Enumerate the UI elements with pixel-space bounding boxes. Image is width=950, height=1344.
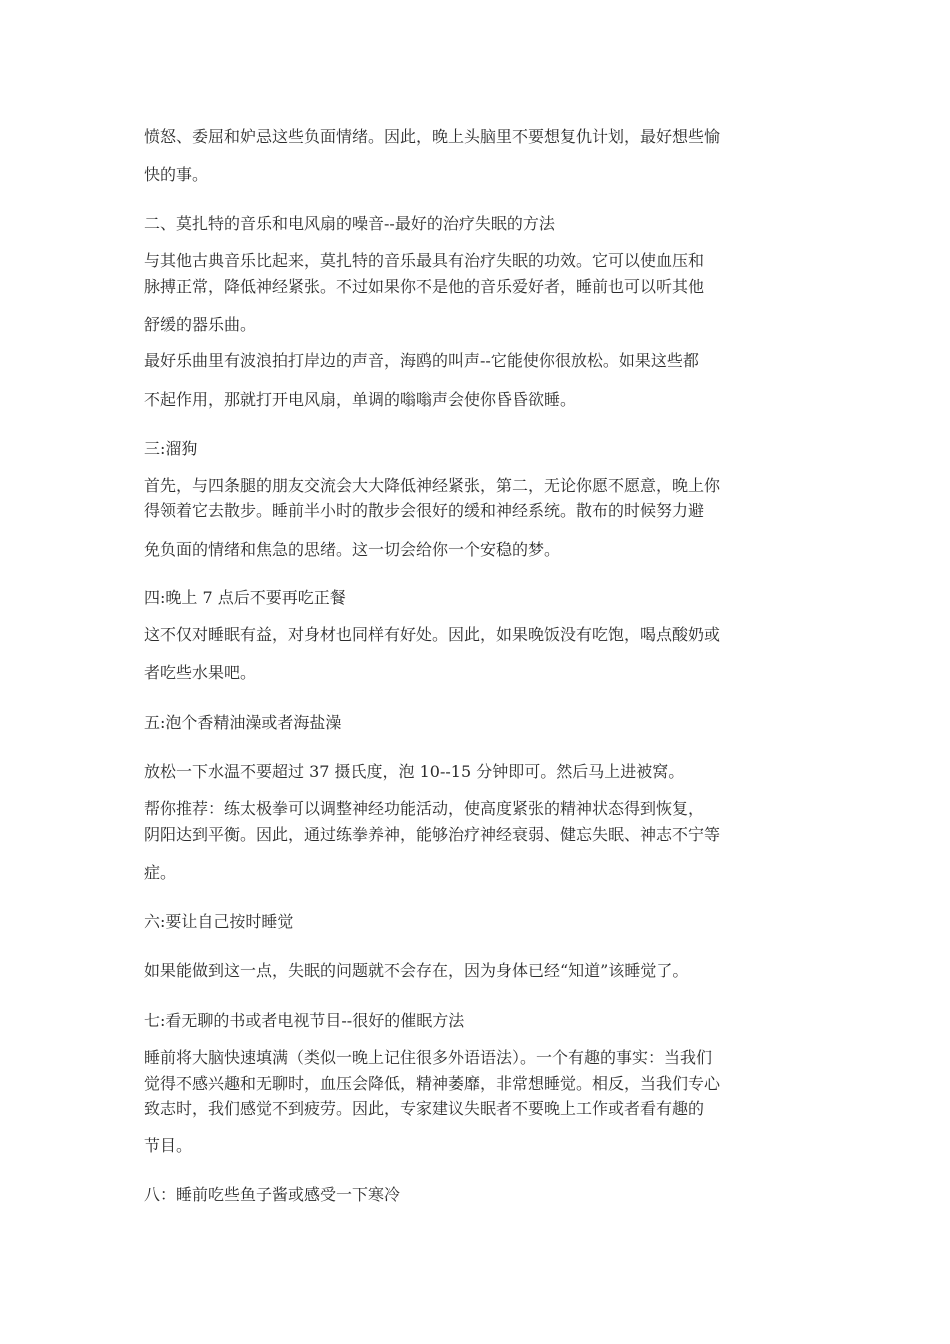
text-line: 觉得不感兴趣和无聊时，血压会降低，精神萎靡，非常想睡觉。相反，当我们专心 xyxy=(144,1074,721,1093)
text-line: 最好乐曲里有波浪拍打岸边的声音，海鸥的叫声--它能使你很放松。如果这些都 xyxy=(144,351,699,370)
text-line: 阴阳达到平衡。因此，通过练拳养神，能够治疗神经衰弱、健忘失眠、神志不宁等 xyxy=(144,825,721,844)
text-line: 快的事。 xyxy=(144,165,209,184)
text-line: 脉搏正常，降低神经紧张。不过如果你不是他的音乐爱好者，睡前也可以听其他 xyxy=(144,277,705,296)
text-line: 不起作用，那就打开电风扇，单调的嗡嗡声会使你昏昏欲睡。 xyxy=(144,390,577,409)
text-line: 睡前将大脑快速填满（类似一晚上记住很多外语语法）。一个有趣的事实：当我们 xyxy=(144,1048,713,1067)
section-heading: 二、莫扎特的音乐和电风扇的噪音--最好的治疗失眠的方法 xyxy=(144,214,555,233)
section-heading: 五:泡个香精油澡或者海盐澡 xyxy=(144,713,342,732)
section-heading: 六:要让自己按时睡觉 xyxy=(144,912,294,931)
text-line: 者吃些水果吧。 xyxy=(144,663,257,682)
text-line: 得领着它去散步。睡前半小时的散步会很好的缓和神经系统。散布的时候努力避 xyxy=(144,501,705,520)
text-line: 症。 xyxy=(144,863,177,882)
text-line: 免负面的情绪和焦急的思绪。这一切会给你一个安稳的梦。 xyxy=(144,540,561,559)
text-line: 与其他古典音乐比起来，莫扎特的音乐最具有治疗失眠的功效。它可以使血压和 xyxy=(144,251,705,270)
text-line: 节目。 xyxy=(144,1136,193,1155)
text-line: 放松一下水温不要超过 37 摄氏度，泡 10--15 分钟即可。然后马上进被窝。 xyxy=(144,762,685,781)
text-line: 如果能做到这一点，失眠的问题就不会存在，因为身体已经“知道”该睡觉了。 xyxy=(144,961,689,980)
text-line: 致志时，我们感觉不到疲劳。因此，专家建议失眠者不要晚上工作或者看有趣的 xyxy=(144,1099,705,1118)
text-line: 帮你推荐：练太极拳可以调整神经功能活动，使高度紧张的精神状态得到恢复， xyxy=(144,799,705,818)
section-heading: 三:溜狗 xyxy=(144,439,198,458)
text-line: 舒缓的器乐曲。 xyxy=(144,315,257,334)
section-heading: 八：睡前吃些鱼子酱或感受一下寒冷 xyxy=(144,1185,401,1204)
text-line: 愤怒、委屈和妒忌这些负面情绪。因此，晚上头脑里不要想复仇计划，最好想些愉 xyxy=(144,127,721,146)
section-heading: 七:看无聊的书或者电视节目--很好的催眠方法 xyxy=(144,1011,465,1030)
text-line: 首先，与四条腿的朋友交流会大大降低神经紧张，第二，无论你愿不愿意，晚上你 xyxy=(144,476,721,495)
section-heading: 四:晚上 7 点后不要再吃正餐 xyxy=(144,588,346,607)
text-line: 这不仅对睡眠有益，对身材也同样有好处。因此，如果晚饭没有吃饱，喝点酸奶或 xyxy=(144,625,721,644)
